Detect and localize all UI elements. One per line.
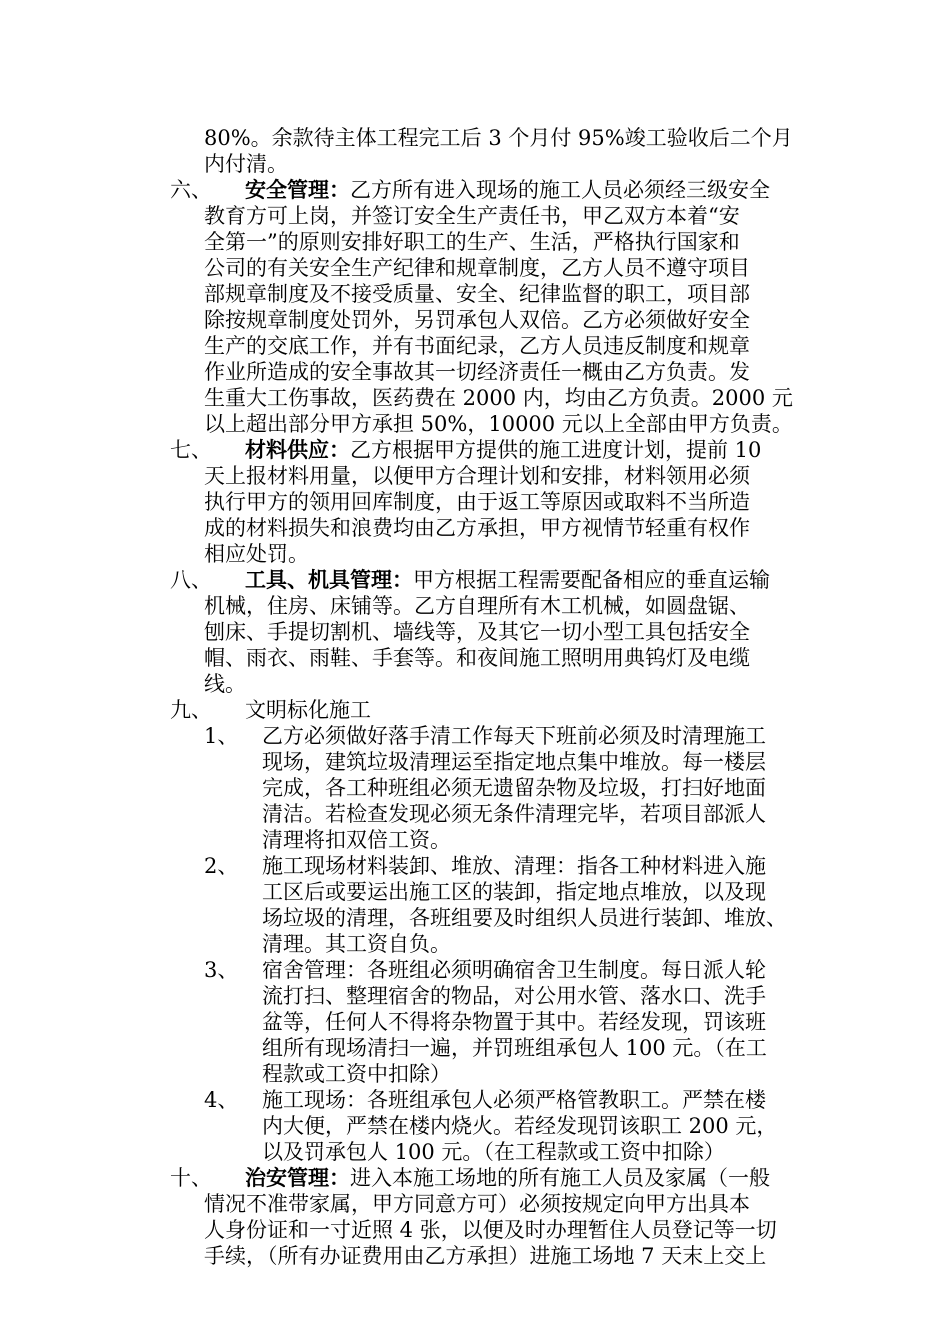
text-line: 清洁。若检查发现必须无条件清理完毕，若项目部派人 [262, 802, 766, 826]
section-title: 安全管理： [245, 177, 350, 202]
section-number: 七、 [170, 438, 212, 462]
section-first-line [245, 437, 761, 463]
text-line: 相应处罚。 [204, 542, 309, 566]
text-line: 生重大工伤事故，医药费在 2000 内，均由乙方负责。2000 元 [204, 386, 793, 410]
section-text: 进入本施工场地的所有施工人员及家属（一般 [350, 1166, 770, 1190]
text-line: 部规章制度及不接受质量、安全、纪律监督的职工，项目部 [204, 282, 750, 306]
text-line: 以上超出部分甲方承担 50%，10000 元以上全部由甲方负责。 [204, 412, 793, 436]
text-line: 以及罚承包人 100 元。（在工程款或工资中扣除） [262, 1140, 725, 1164]
section-number: 九、 [170, 698, 212, 722]
section-title: 文明标化施工 [245, 698, 371, 722]
sub-item-number: 3、 [204, 958, 239, 982]
section-first-line [245, 1165, 770, 1191]
text-line: 工区后或要运出施工区的装卸，指定地点堆放，以及现 [262, 880, 766, 904]
text-line: 教育方可上岗，并签订安全生产责任书，甲乙双方本着“安 [204, 204, 740, 228]
section-title: 工具、机具管理： [245, 567, 413, 592]
text-line: 全第一”的原则安排好职工的生产、生活，严格执行国家和 [204, 230, 740, 254]
text-line: 流打扫、整理宿舍的物品，对公用水管、落水口、洗手 [262, 984, 766, 1008]
text-line: 场垃圾的清理，各班组要及时组织人员进行装卸、堆放、 [262, 906, 787, 930]
text-line: 清理将扣双倍工资。 [262, 828, 451, 852]
text-line: 现场，建筑垃圾清理运至指定地点集中堆放。每一楼层 [262, 750, 766, 774]
text-line: 公司的有关安全生产纪律和规章制度，乙方人员不遵守项目 [204, 256, 750, 280]
text-line: 完成，各工种班组必须无遗留杂物及垃圾，打扫好地面 [262, 776, 766, 800]
text-line: 内付清。 [204, 152, 288, 176]
sub-item-number: 1、 [204, 724, 239, 748]
text-line: 情况不准带家属，甲方同意方可）必须按规定向甲方出具本 [204, 1192, 750, 1216]
text-line: 程款或工资中扣除） [262, 1062, 451, 1086]
text-line: 天上报材料用量，以便甲方合理计划和安排，材料领用必须 [204, 464, 750, 488]
text-line: 清理。其工资自负。 [262, 932, 451, 956]
sub-item-number: 4、 [204, 1088, 239, 1112]
text-line: 内大便，严禁在楼内烧火。若经发现罚该职工 200 元， [262, 1114, 778, 1138]
text-line: 线。 [204, 672, 246, 696]
section-title: 材料供应： [245, 437, 350, 462]
text-line: 施工现场材料装卸、堆放、清理：指各工种材料进入施 [262, 854, 766, 878]
section-text: 乙方所有进入现场的施工人员必须经三级安全 [350, 178, 770, 202]
text-line: 80%。余款待主体工程完工后 3 个月付 95%竣工验收后二个月 [204, 126, 793, 150]
text-line: 成的材料损失和浪费均由乙方承担，甲方视情节轻重有权作 [204, 516, 750, 540]
section-first-line [245, 567, 770, 593]
text-line: 施工现场：各班组承包人必须严格管教职工。严禁在楼 [262, 1088, 766, 1112]
section-title: 治安管理： [245, 1165, 350, 1190]
section-number: 十、 [170, 1166, 212, 1190]
text-line: 除按规章制度处罚外，另罚承包人双倍。乙方必须做好安全 [204, 308, 750, 332]
text-line: 执行甲方的领用回库制度，由于返工等原因或取料不当所造 [204, 490, 750, 514]
text-line: 生产的交底工作，并有书面纪录，乙方人员违反制度和规章 [204, 334, 750, 358]
text-line: 盆等，任何人不得将杂物置于其中。若经发现，罚该班 [262, 1010, 766, 1034]
text-line: 组所有现场清扫一遍，并罚班组承包人 100 元。（在工 [262, 1036, 767, 1060]
section-text: 甲方根据工程需要配备相应的垂直运输 [413, 568, 770, 592]
text-line: 宿舍管理：各班组必须明确宿舍卫生制度。每日派人轮 [262, 958, 766, 982]
text-line: 作业所造成的安全事故其一切经济责任一概由乙方负责。发 [204, 360, 750, 384]
sub-item-number: 2、 [204, 854, 239, 878]
text-line: 乙方必须做好落手清工作每天下班前必须及时清理施工 [262, 724, 766, 748]
text-line: 人身份证和一寸近照 4 张，以便及时办理暂住人员登记等一切 [204, 1218, 777, 1242]
text-line: 刨床、手提切割机、墙线等，及其它一切小型工具包括安全 [204, 620, 750, 644]
section-number: 八、 [170, 568, 212, 592]
section-text: 乙方根据甲方提供的施工进度计划，提前 10 [350, 438, 762, 462]
text-line: 手续，（所有办证费用由乙方承担）进施工场地 7 天末上交上 [204, 1244, 767, 1268]
text-line: 机械，住房、床铺等。乙方自理所有木工机械，如圆盘锯、 [204, 594, 750, 618]
section-first-line [245, 177, 770, 203]
text-line: 帽、雨衣、雨鞋、手套等。和夜间施工照明用典钨灯及电缆 [204, 646, 750, 670]
section-number: 六、 [170, 178, 212, 202]
